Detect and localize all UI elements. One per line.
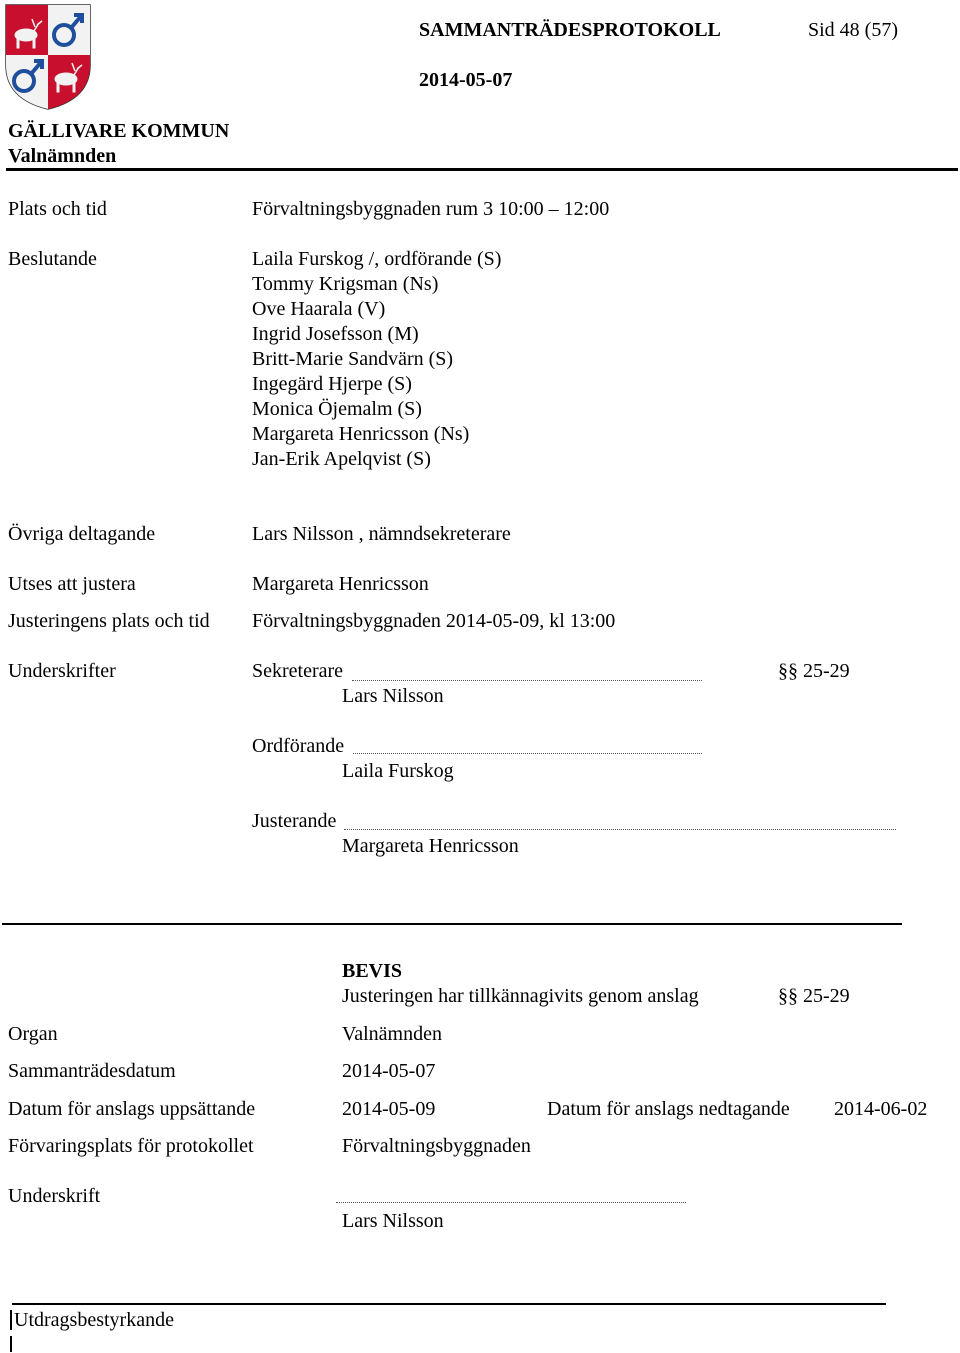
others-value: Lars Nilsson , nämndsekreterare — [252, 523, 511, 545]
municipality-name: GÄLLIVARE KOMMUN — [8, 120, 230, 142]
certificate-paragraphs: §§ 25-29 — [778, 985, 850, 1007]
posting-date-label: Datum för anslags uppsättande — [8, 1098, 256, 1120]
organ-value: Valnämnden — [342, 1023, 442, 1045]
protocol-date: 2014-05-07 — [419, 69, 513, 91]
storage-label: Förvaringsplats för protokollet — [8, 1135, 254, 1157]
chair-name: Laila Furskog — [342, 760, 454, 782]
meeting-date-value: 2014-05-07 — [342, 1060, 436, 1082]
board-name: Valnämnden — [8, 145, 117, 167]
section-divider — [2, 923, 902, 925]
adjusting-name: Margareta Henricsson — [342, 835, 519, 857]
chair-role: Ordförande — [252, 735, 345, 757]
storage-value: Förvaltningsbyggnaden — [342, 1135, 531, 1157]
adjusting-signature-line — [344, 829, 896, 830]
adjustment-place-value: Förvaltningsbyggnaden 2014-05-09, kl 13:00 — [252, 610, 616, 632]
footer-marker — [10, 1310, 12, 1330]
posting-date-value: 2014-05-09 — [342, 1098, 436, 1120]
header-divider — [6, 168, 958, 171]
member-item: Laila Furskog /, ordförande (S) — [252, 248, 502, 270]
adjuster-label: Utses att justera — [8, 573, 136, 595]
removal-date-value: 2014-06-02 — [834, 1098, 928, 1120]
signature-label: Underskrift — [8, 1185, 101, 1207]
member-item: Ingegärd Hjerpe (S) — [252, 373, 412, 395]
member-item: Jan-Erik Apelqvist (S) — [252, 448, 431, 470]
member-item: Margareta Henricsson (Ns) — [252, 423, 470, 445]
member-item: Ove Haarala (V) — [252, 298, 386, 320]
certificate-signature-name: Lars Nilsson — [342, 1210, 444, 1232]
member-item: Britt-Marie Sandvärn (S) — [252, 348, 454, 370]
member-item: Monica Öjemalm (S) — [252, 398, 422, 420]
footer-divider — [12, 1303, 886, 1305]
secretary-signature-line — [352, 680, 702, 681]
adjuster-value: Margareta Henricsson — [252, 573, 429, 595]
place-time-value: Förvaltningsbyggnaden rum 3 10:00 – 12:00 — [252, 198, 610, 220]
member-item: Tommy Krigsman (Ns) — [252, 273, 439, 295]
certificate-signature-line — [336, 1202, 686, 1203]
others-label: Övriga deltagande — [8, 523, 156, 545]
member-item: Ingrid Josefsson (M) — [252, 323, 419, 345]
secretary-name: Lars Nilsson — [342, 685, 444, 707]
chair-signature-line — [353, 753, 702, 754]
certificate-text: Justeringen har tillkännagivits genom anslag — [342, 985, 699, 1007]
adjustment-place-label: Justeringens plats och tid — [8, 610, 210, 632]
certificate-title: BEVIS — [342, 960, 403, 982]
deciding-label: Beslutande — [8, 248, 97, 270]
signatures-paragraphs: §§ 25-29 — [778, 660, 850, 682]
secretary-role: Sekreterare — [252, 660, 344, 682]
organ-label: Organ — [8, 1023, 58, 1045]
place-time-label: Plats och tid — [8, 198, 107, 220]
meeting-date-label: Sammanträdesdatum — [8, 1060, 176, 1082]
extract-certification-label: Utdragsbestyrkande — [14, 1309, 174, 1331]
removal-date-label: Datum för anslags nedtagande — [547, 1098, 790, 1120]
page-number: Sid 48 (57) — [808, 19, 898, 41]
signatures-label: Underskrifter — [8, 660, 116, 682]
footer-marker — [10, 1336, 12, 1352]
coat-of-arms-icon — [4, 3, 92, 111]
adjusting-role: Justerande — [252, 810, 337, 832]
protocol-title: SAMMANTRÄDESPROTOKOLL — [419, 19, 721, 41]
